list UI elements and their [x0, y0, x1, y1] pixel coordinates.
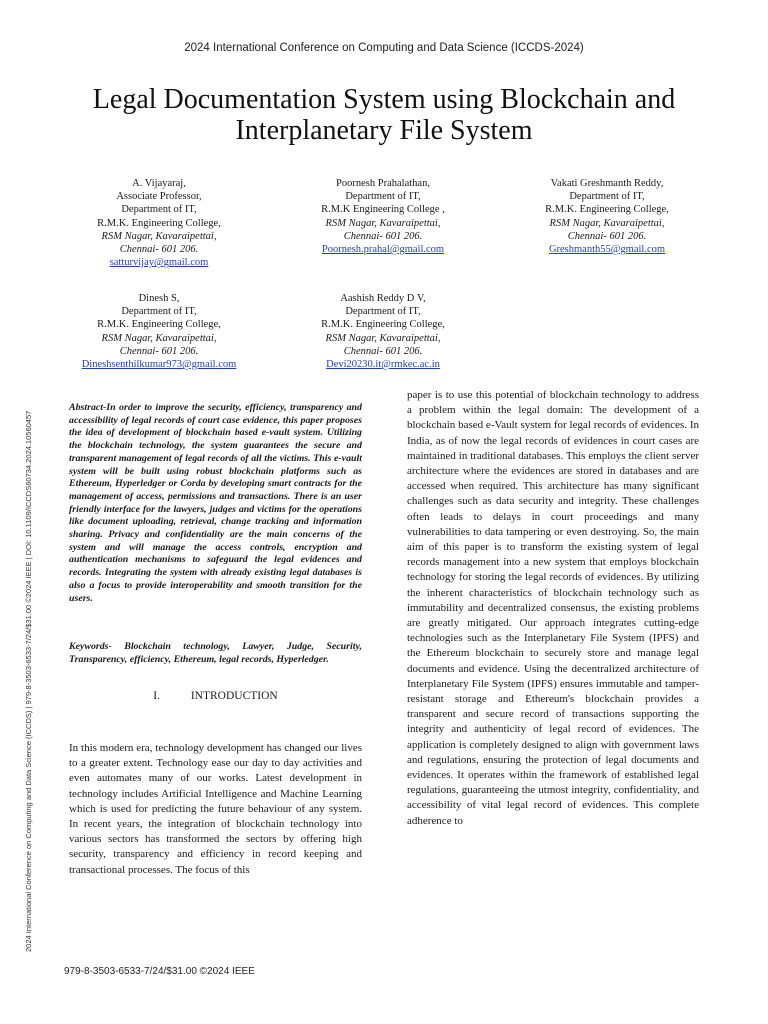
author-block — [49, 177, 269, 269]
author-college: R.M.K. Engineering College, — [321, 319, 445, 331]
author-block — [273, 292, 493, 371]
section-heading — [69, 690, 362, 702]
author-address: RSM Nagar, Kavaraipettai, — [101, 230, 217, 242]
author-address: RSM Nagar, Kavaraipettai, — [549, 217, 665, 229]
author-address: RSM Nagar, Kavaraipettai, — [325, 217, 441, 229]
author-name: Dinesh S, — [138, 293, 180, 304]
page-footer: 979-8-3503-6533-7/24/$31.00 ©2024 IEEE — [64, 966, 255, 977]
author-department: Department of IT, — [345, 191, 421, 203]
author-department: Department of IT, — [121, 204, 197, 216]
author-block — [273, 177, 493, 256]
author-email-link[interactable]: Greshmanth55@gmail.com — [548, 244, 666, 256]
author-college: R.M.K Engineering College , — [321, 204, 445, 216]
author-email-link[interactable]: Poornesh.prahal@gmail.com — [321, 244, 445, 256]
author-college: R.M.K. Engineering College, — [97, 319, 221, 331]
author-role: Associate Professor, — [116, 191, 202, 203]
author-email-link[interactable]: Devi20230.it@rmkec.ac.in — [326, 359, 440, 371]
section-title: INTRODUCTION — [190, 690, 278, 702]
author-email-link[interactable]: Dineshsenthilkumar973@gmail.com — [81, 359, 237, 371]
abstract: Abstract-In order to improve the security, efficiency, transparency and accessibility of legal records of court case evidence, this paper proposes the idea of development of blockchain based e-vault system. Utilizing the blockchain technology, the system guarantees the secure and transparent management of legal records of all the victims. This e-vault system will be built using robust blockchain platforms such as Ethereum, Hyperledger or Corda by developing smart contracts for the management of access, permissions and transactions. There is an user friendly interface for the lawyers, judges and victims for the operations like document uploading, retrieval, change tracking and information sharing. Privacy and confidentiality are the main concerns of the system and will manage the access controls, encryption and authentication mechanisms to safeguard the legal evidences and records. Integrating the system with already existing legal databases is also a focus to provide interoperability and smooth transition for the users. — [69, 402, 362, 604]
author-name: A. Vijayaraj, — [132, 178, 186, 189]
intro-paragraph-left: In this modern era, technology development has changed our lives to a greater extent. Technology ease our day to day activities and even automates many of our works. Latest development in technology includes Artificial Intelligence and Machine Learning which is used for predicting the future behaviour of any system. In recent years, the integration of blockchain technology into various sectors has transformed the sectors by offering high security, transparency and efficiency in record keeping and transactional processes. The focus of this — [69, 742, 362, 876]
author-city: Chennai- 601 206. — [119, 345, 199, 357]
author-name: Aashish Reddy D V, — [340, 293, 426, 304]
author-college: R.M.K. Engineering College, — [97, 217, 221, 229]
paper-title: Legal Documentation System using Blockchain and Interplanetary File System — [92, 84, 676, 146]
keywords: Keywords- Blockchain technology, Lawyer, Judge, Security, Transparency, efficiency, Ethereum, legal records, Hyperledger. — [69, 641, 362, 665]
author-email-link[interactable]: satturvijay@gmail.com — [109, 257, 209, 269]
section-number: I. — [153, 690, 160, 702]
intro-paragraph-right: paper is to use this potential of blockchain technology to address a problem within the legal domain: The development of a blockchain based e-Vault system for legal records of evidences. In India, as of now the legal records of evidences in court cases are maintained in traditional databases. This employs the client server architecture where the evidences are stored in databases and are accessed when required. This architecture has many significant challenges such as data security and integrity. These challenges often leads to delays in court proceedings and many vulnerabilities to data tampering or even destroying. So, the main aim of this paper is to transform the existing system of legal records management into a new system that employs blockchain technology for storing the legal records of evidences. By utilizing the inherent characteristics of blockchain technology such as immutability and decentralized consensus, the existing problems are greatly mitigated. Our approach integrates cutting-edge technologies such as the Interplanetary File System (IPFS) and the Ethereum blockchain to securely store and manage legal documents and evidence. Using the decentralized architecture of Interplanetary File System (IPFS) ensures immutable and tamper-resistant storage and Ethereum's blockchain provides a transparent and secure record of transactions supporting the integrity and authenticity of legal record of evidences. The application is completely designed to align with government laws and regulations, ensuring the protection of legal documents and evidences. It operates within the framework of established legal regulations, guaranteeing the utmost integrity, confidentiality, and accessibility of vital legal record of evidences. This complete adherence to — [407, 389, 699, 827]
author-address: RSM Nagar, Kavaraipettai, — [325, 332, 441, 344]
author-city: Chennai- 601 206. — [567, 230, 647, 242]
author-block — [49, 292, 269, 371]
author-department: Department of IT, — [121, 306, 197, 318]
author-address: RSM Nagar, Kavaraipettai, — [101, 332, 217, 344]
author-department: Department of IT, — [345, 306, 421, 318]
author-department: Department of IT, — [569, 191, 645, 203]
author-city: Chennai- 601 206. — [343, 345, 423, 357]
author-block — [497, 177, 717, 256]
author-name: Vakati Greshmanth Reddy, — [550, 178, 664, 189]
author-city: Chennai- 601 206. — [119, 244, 199, 256]
conference-header: 2024 International Conference on Computing and Data Science (ICCDS-2024) — [184, 42, 584, 54]
author-city: Chennai- 601 206. — [343, 230, 423, 242]
side-identifier-text: 2024 International Conference on Computing and Data Science (ICCDS) | 979-8-3503-6533-7/24/$31.00 ©2024 IEEE | DOI: 10.1109/ICCDS60734.2024.10560457 — [24, 410, 33, 952]
author-name: Poornesh Prahalathan, — [336, 178, 430, 189]
author-college: R.M.K. Engineering College, — [545, 204, 669, 216]
